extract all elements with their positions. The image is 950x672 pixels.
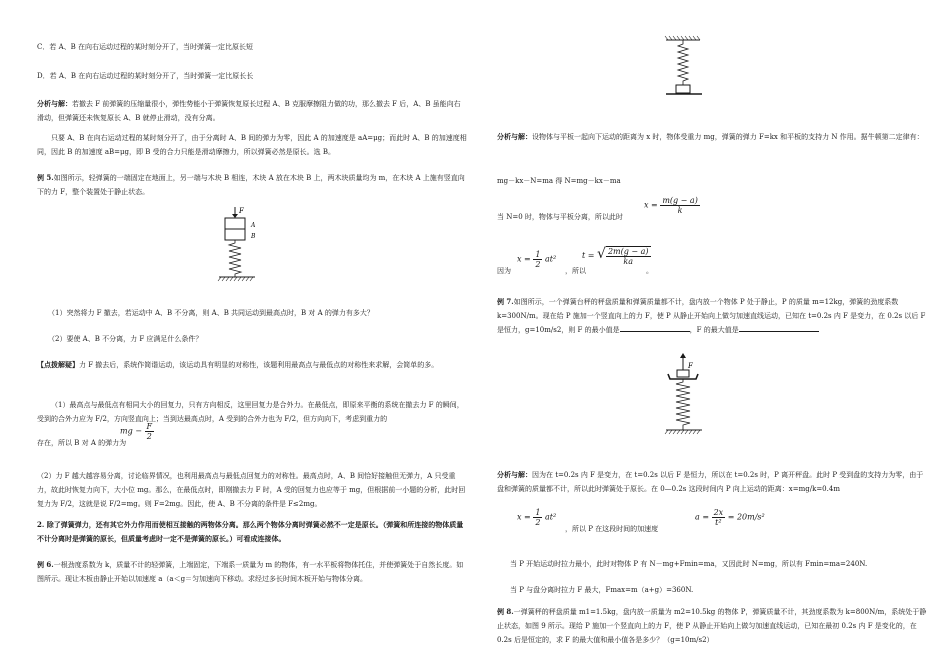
example-8-text: 一弹簧秤的秤盘质量 m1=1.5kg，盘内放一质量为 m2=10.5kg 的物体 P，弹簧质量不计，其劲度系数为 k=800N/m，系统处于静止状态，如图 9 所示。现给 P 施加一个竖直向上的力 F，使 P 从静止开始向上做匀加速直线运动，已知在最初 0.2s 内 F 是变化的，在 0.2s 后是恒定的，求 F 的最大值和最小值各是多少？（g=10m/s2）	[497, 608, 927, 644]
separation-text: 当 N=0 时，物体与平板分离，所以此时	[497, 213, 623, 221]
fraction	[533, 250, 542, 269]
fraction-numerator: 1	[535, 508, 541, 517]
solution-2: （2）力 F 越大越容易分离，讨论临界情况，也利用最高点与最低点回复力的对称性。最高点时，A、B 间恰好接触但无弹力，A 只受重力，故此时恢复力向下，大小位 mg。那么，在最低点时，即刚撤去力 F 时，A 受的回复力也应等于 mg，但根据前一小题的分析，此时回复力为 F/2，这就是说 F/2=mg。则 F=2mg。因此，使 A、B 不分离的条件是 F≤2mg。	[37, 472, 466, 508]
sqrt-sign: √	[597, 246, 606, 262]
formula-lhs: t =	[582, 251, 595, 260]
example-7-text: 如图所示，一个弹簧台秤的秤盘质量和弹簧质量都不计，盘内放一个物体 P 处于静止，P 的质量 m=12kg，弹簧的劲度系数 k=300N/m。现在给 P 施加一个竖直向上的力 F，使 P 从静止开始向上做匀加速直线运动，已知在 t=0.2s 内 F 是变力，在 0.2s 以后 F 是恒力，g=10m/s2，则 F 的最小值是	[497, 298, 926, 334]
question-1: （1）突然将力 F 撤去，若运动中 A、B 不分离，则 A、B 共同运动到最高点时，B 对 A 的弹力有多大？	[48, 309, 374, 317]
block-b-label: B	[251, 233, 256, 240]
formula-tail: at²	[544, 512, 557, 522]
force-arrow-head	[232, 214, 238, 218]
fraction-denominator: 2	[535, 518, 541, 527]
formula-lhs: a =	[695, 512, 710, 522]
analysis-2: 只要 A、B 在向右运动过程的某时刻分开了，由于分离时 A、B 间的弹力为零，因此 A 的加速度是 aA=μg；而此时 A、B 的加速度相同，因此 B 的加速度 aB=μg，即 B 受的合力只能是滑动摩擦力，所以弹簧必然是原长。选 B。	[37, 134, 467, 156]
formula-acceleration	[695, 508, 765, 527]
example-6-label: 例 6.	[37, 560, 54, 569]
solution-1: （1）最高点与最低点有相同大小的回复力，只有方向相反，这里回复力是合外力。在最低点，即原来平衡的系统在撤去力 F 的瞬间，受到的合外力应为 F/2，方向竖直向上；当到达最高点时，A 受到的合外力也为 F/2，但方向向下，考虑到重力的	[37, 401, 464, 423]
analysis-6	[497, 130, 929, 144]
analysis-label: 分析与解：	[497, 132, 532, 141]
ground-hatching	[665, 430, 700, 434]
block-a	[225, 218, 245, 229]
fraction-numerator: m(g − a)	[662, 196, 698, 205]
fraction	[533, 508, 542, 527]
answer-blank-max[interactable]	[739, 323, 819, 332]
tip-paragraph	[37, 358, 467, 372]
ground-hatching	[218, 277, 253, 281]
mass-block	[676, 85, 690, 93]
analysis-label: 分析与解：	[497, 470, 532, 479]
fraction	[606, 246, 651, 266]
fraction-denominator: 2	[535, 260, 541, 269]
fraction-numerator: F	[146, 422, 153, 431]
scale-spring-figure	[660, 352, 710, 447]
formula-lhs: x =	[644, 200, 658, 210]
formula-x-displacement	[517, 508, 556, 527]
tip-text: 力 F 撤去后，系统作简谐运动，该运动具有明显的对称性，该题利用最高点与最低点的对称性来求解，会简单的多。	[79, 361, 439, 369]
fraction	[712, 508, 726, 527]
analysis-text: 因为在 t=0.2s 内 F 是变力，在 t=0.2s 以后 F 是恒力，所以在 t=0.2s 时，P 离开秤盘。此时 P 受到盘的支持力为零，由于盘和弹簧的质量都不计，所以此时弹簧处于原长。在 0—0.2s 这段时间内 P 向上运动的距离：x=mg/k=0.4m	[497, 471, 924, 493]
block-b	[225, 229, 245, 240]
equation-1: mg－kx－N=ma 得 N=mg－kx－ma	[497, 177, 621, 185]
acceleration-text: ，所以 P 在这段时间的加速度	[565, 525, 659, 533]
period: 。	[646, 267, 653, 275]
spring	[229, 240, 241, 277]
ceiling-hatching	[665, 36, 700, 40]
fraction-denominator: 2	[146, 432, 152, 441]
max-force-text: 当 P 与盘分离时拉力 F 最大，Fmax=m（a+g）=360N.	[510, 586, 694, 594]
force-label: F	[239, 207, 244, 215]
fraction	[145, 422, 155, 441]
min-force-text: 当 P 开始运动时拉力最小，此时对物体 P 有 N－mg+Fmin=ma，又因此时 N=mg，所以有 Fmin=ma=240N.	[510, 560, 868, 568]
example-5-text: 如图所示，轻弹簧的一端固定在地面上，另一端与木块 B 相连，木块 A 放在木块 B 上，两木块质量均为 m，在木块 A 上施有竖直向下的力 F，整个装置处于静止状态。	[37, 174, 465, 196]
formula-t	[582, 246, 651, 266]
analysis-text: 若撤去 F 前弹簧的压缩量很小，弹性势能小于弹簧恢复原长过程 A、B 克服摩擦阻力做的功，那么撤去 F 后，A、B 虽能向右滑动，但弹簧还未恢复原长 A、B 就停止滑动，没有分离。	[37, 100, 461, 122]
spring	[678, 40, 688, 85]
analysis-label: 分析与解：	[37, 99, 72, 108]
example-6-text: 一根劲度系数为 k，质量不计的轻弹簧，上端固定，下端系一质量为 m 的物体，有一水平板将物体托住，并使弹簧处于自然长度。如图所示。现让木板由静止开始以加速度 a（a＜g＝匀加速向下移动。求经过多长时间木板开始与物体分离。	[37, 561, 464, 583]
example-7-label: 例 7.	[497, 297, 514, 306]
analysis-7	[497, 468, 929, 496]
fraction-denominator: k	[677, 206, 683, 215]
point-2: 2. 除了弹簧弹力，还有其它外力作用而使相互接触的两物体分离。那么两个物体分离时弹簧必然不一定是原长。（弹簧和所连接的物体质量不计分离时是弹簧的原长，但质量考虑时一定不是弹簧的原长。）可看成连接体。	[37, 520, 464, 543]
analysis-text: 设物体与平板一起向下运动的距离为 x 时，物体受重力 mg，弹簧的弹力 F=kx 和平板的支持力 N 作用。据牛顿第二定律有：	[532, 133, 924, 141]
fraction-numerator: 2x	[713, 508, 724, 517]
spring-blocks-figure	[215, 205, 285, 295]
formula-tail: = 20m/s²	[727, 512, 765, 522]
solution-1-tail: 存在，所以 B 对 A 的弹力为	[37, 439, 127, 447]
example-8	[497, 605, 929, 647]
analysis-1	[37, 97, 467, 125]
fraction-numerator: 2m(g − a)	[607, 247, 649, 256]
so-text: ，所以	[565, 267, 586, 275]
formula-lhs: x =	[517, 512, 531, 522]
block-a-label: A	[251, 222, 256, 229]
question-2: （2）要使 A、B 不分离，力 F 应满足什么条件？	[48, 335, 203, 343]
because-text: 因为	[497, 267, 511, 275]
fraction-denominator: ka	[623, 257, 634, 266]
fraction-denominator: t²	[715, 518, 722, 527]
formula-tail: at²	[544, 254, 557, 264]
force-label: F	[688, 362, 693, 370]
hanging-spring-figure	[660, 32, 710, 104]
example-7-text-2: ，F 的最大值是	[689, 326, 739, 334]
example-6	[37, 558, 467, 586]
answer-blank-min[interactable]	[620, 323, 690, 332]
tip-label: 【点拨解疑】	[37, 360, 79, 369]
option-c: C．若 A、B 在向右运动过程的某时刻分开了，当时弹簧一定比原长短	[37, 43, 254, 51]
formula-lhs: x =	[517, 254, 531, 264]
force-arrow-head	[680, 353, 686, 358]
example-5-label: 例 5.	[37, 173, 54, 182]
formula-x-time	[517, 250, 556, 269]
fraction-numerator: 1	[535, 250, 541, 259]
example-7	[497, 295, 929, 337]
option-d: D．若 A、B 在向右运动过程的某时刻分开了，当时弹簧一定比原长长	[37, 72, 254, 80]
formula-x	[644, 196, 700, 215]
example-8-label: 例 8.	[497, 607, 514, 616]
object-p	[677, 370, 689, 377]
spring	[676, 379, 690, 430]
fraction	[660, 196, 700, 215]
example-5	[37, 171, 467, 199]
formula-spring-force	[120, 422, 154, 441]
formula-prefix: mg −	[120, 426, 142, 436]
